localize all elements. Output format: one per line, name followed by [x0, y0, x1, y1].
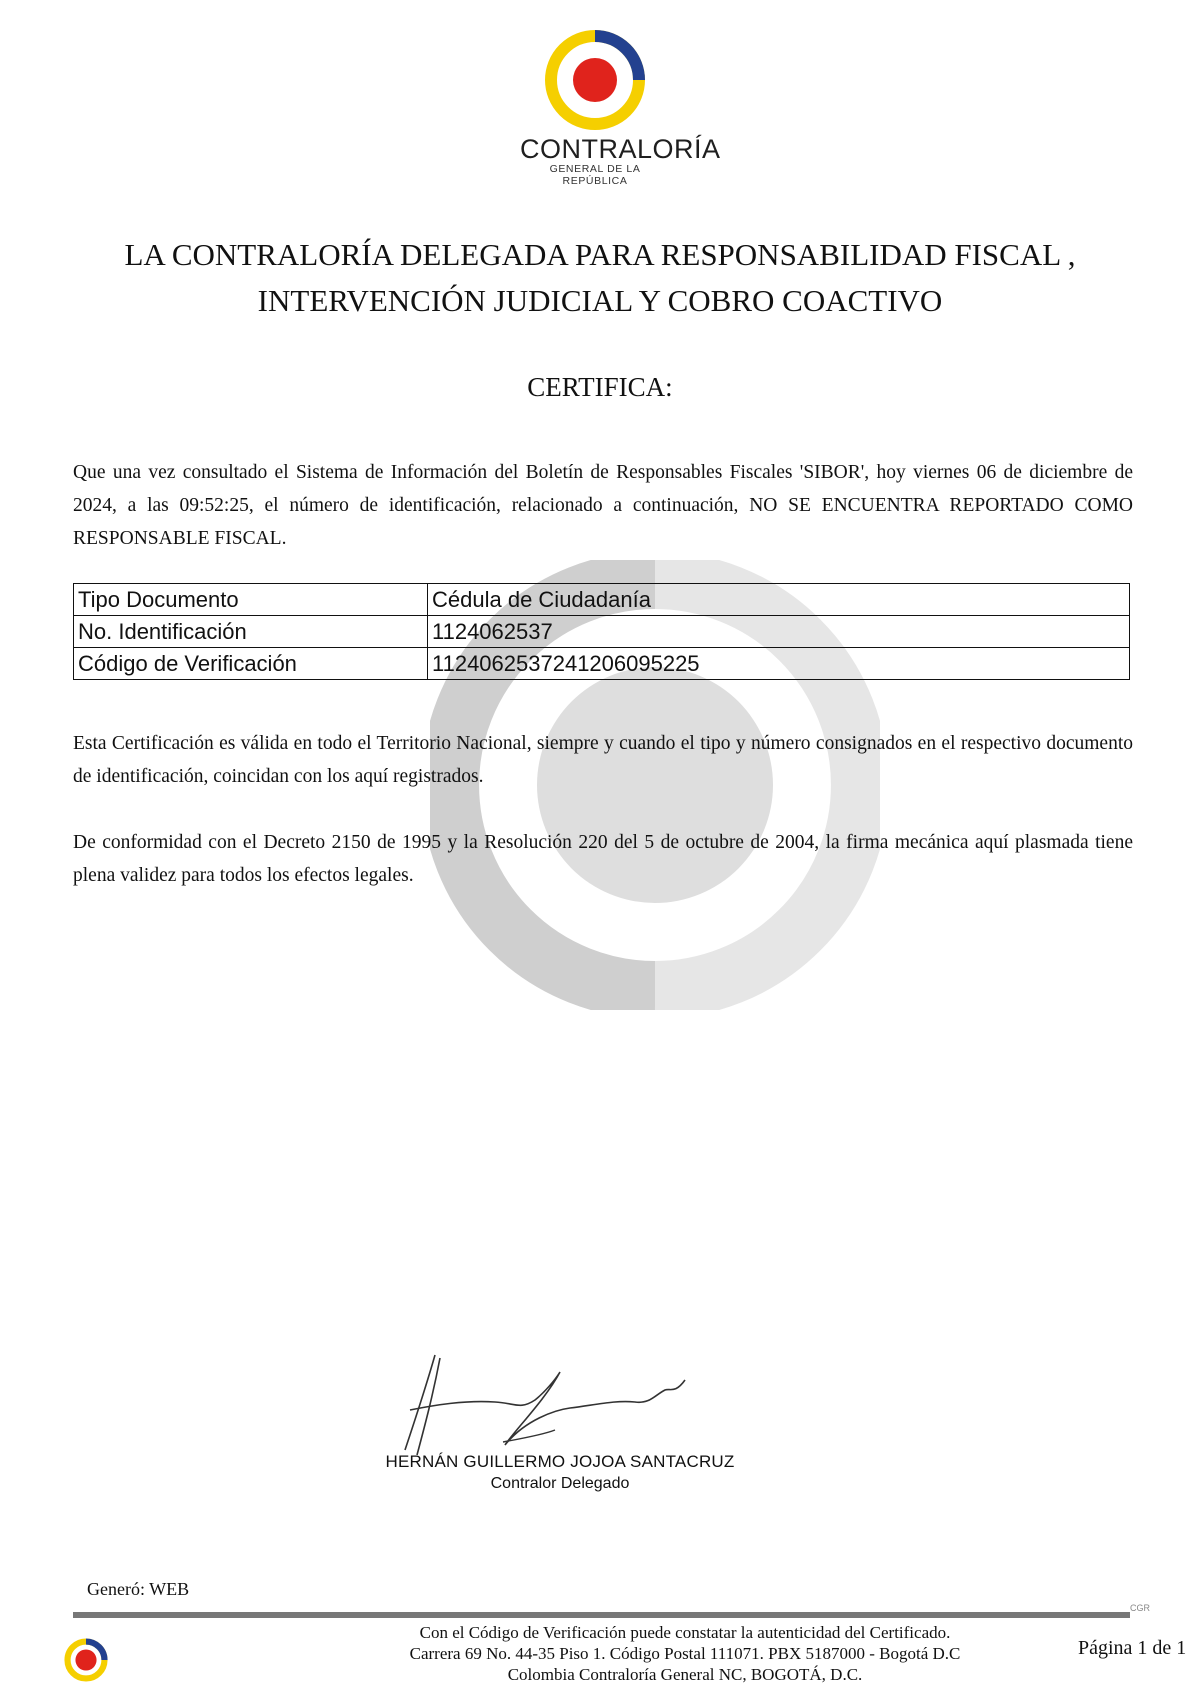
- signer-name: HERNÁN GUILLERMO JOJOA SANTACRUZ: [385, 1452, 735, 1471]
- signature-image: [395, 1350, 735, 1465]
- page-title: [80, 232, 1120, 324]
- footer-emblem-icon: [64, 1638, 108, 1682]
- title-line-2: INTERVENCIÓN JUDICIAL Y COBRO COACTIVO: [257, 283, 943, 318]
- footer-line-3: Colombia Contraloría General NC, BOGOTÁ, D.C.: [507, 1665, 863, 1684]
- cgr-tag: CGR: [1130, 1603, 1150, 1613]
- intro-paragraph: Que una vez consultado el Sistema de Información del Boletín de Responsables Fiscales 'SIBOR', hoy viernes 06 de diciembre de 2024, a las 09:52:25, el número de identificación, relacionado a continuación, NO SE ENCUENTRA REPORTADO COMO RESPONSABLE FISCAL.: [73, 462, 1133, 549]
- footer-info: [340, 1622, 1030, 1685]
- table-cell-value: Cédula de Ciudadanía: [428, 584, 1130, 616]
- title-line-1: LA CONTRALORÍA DELEGADA PARA RESPONSABILIDAD FISCAL ,: [124, 237, 1076, 272]
- logo-emblem-icon: [545, 30, 645, 130]
- table-cell-value: 1124062537: [428, 616, 1130, 648]
- validity-paragraph: Esta Certificación es válida en todo el Territorio Nacional, siempre y cuando el tipo y número consignados en el respectivo documento de identificación, coincidan con los aquí registrados.: [73, 733, 1133, 787]
- table-cell-value: 1124062537241206095225: [428, 648, 1130, 680]
- identification-table: [73, 583, 1130, 680]
- footer-line-1: Con el Código de Verificación puede constatar la autenticidad del Certificado.: [419, 1623, 951, 1642]
- table-row: [74, 616, 1130, 648]
- certifica-heading: CERTIFICA:: [527, 372, 673, 402]
- contraloria-logo: [520, 30, 721, 187]
- signer-role: Contralor Delegado: [490, 1475, 630, 1492]
- legal-paragraph: De conformidad con el Decreto 2150 de 1995 y la Resolución 220 del 5 de octubre de 2004, la firma mecánica aquí plasmada tiene plena validez para todos los efectos legales.: [73, 832, 1133, 886]
- table-row: [74, 584, 1130, 616]
- table-cell-label: Código de Verificación: [74, 648, 428, 680]
- table-cell-label: No. Identificación: [74, 616, 428, 648]
- logo-subtitle: GENERAL DE LA REPÚBLICA: [549, 163, 641, 187]
- table-row: [74, 648, 1130, 680]
- footer-logo: [64, 1638, 108, 1687]
- generated-by: Generó: WEB: [87, 1579, 190, 1599]
- table-cell-label: Tipo Documento: [74, 584, 428, 616]
- footer-line-2: Carrera 69 No. 44-35 Piso 1. Código Postal 111071. PBX 5187000 - Bogotá D.C: [409, 1644, 961, 1663]
- page-number: Página 1 de 1: [1078, 1637, 1187, 1659]
- logo-name: CONTRALORÍA: [520, 134, 721, 164]
- footer-divider: [73, 1612, 1130, 1618]
